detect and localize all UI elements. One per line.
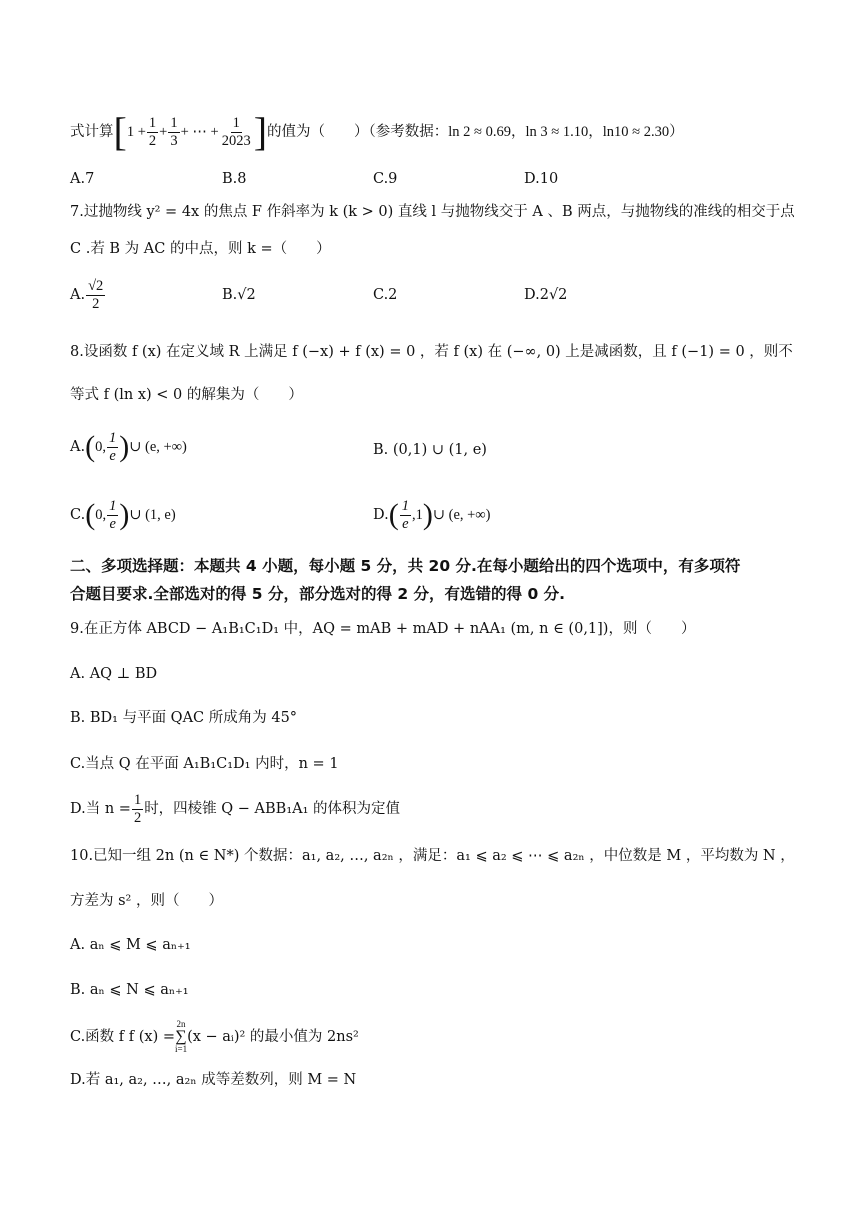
q10-line-2: 方差为 s² ，则（ ） (70, 893, 223, 909)
q6-ref-3: ln10 ≈ 2.30 (602, 124, 670, 140)
q7-line-2: C .若 B 为 AC 的中点，则 k =（ ） (70, 241, 331, 257)
q7-option-c: C.2 (373, 287, 398, 303)
q6-option-b: B.8 (222, 171, 247, 187)
q10-line-1: 10.已知一组 2n (n ∈ N*) 个数据：a₁, a₂, …, a₂ₙ ，满足：a₁ ⩽ a₂ ⩽ ⋯ ⩽ a₂ₙ ，中位数是 M ，平均数为 N ， (70, 848, 795, 864)
q8-option-b: B. (0,1) ∪ (1, e) (373, 442, 487, 458)
q10-option-a: A. aₙ ⩽ M ⩽ aₙ₊₁ (70, 937, 191, 953)
q10-option-b: B. aₙ ⩽ N ⩽ aₙ₊₁ (70, 982, 189, 998)
q6-frac-2: $\frac{1}{3}$ (170, 114, 178, 149)
q7-option-d: D.2√2 (524, 287, 568, 303)
q8-line-2: 等式 f (ln x) < 0 的解集为（ ） (70, 387, 303, 403)
q6-option-a: A.7 (70, 171, 95, 187)
q6-option-d: D.10 (524, 171, 559, 187)
q6-ref-2: ln 3 ≈ 1.10 (525, 124, 589, 140)
section-2-heading-line-1: 二、多项选择题：本题共 4 小题，每小题 5 分，共 20 分.在每小题给出的四个选项中，有多项符 (70, 557, 741, 575)
q9-option-c: C.当点 Q 在平面 A₁B₁C₁D₁ 内时，n = 1 (70, 756, 339, 772)
q7-option-b: B.√2 (222, 287, 256, 303)
q6-frac-3: $\frac{1}{2023}$ (221, 114, 251, 149)
q6-ref-1: ln 2 ≈ 0.69 (448, 124, 512, 140)
q8-line-1: 8.设函数 f (x) 在定义域 R 上满足 f (−x) + f (x) = 0 ，若 f (x) 在 (−∞, 0) 上是减函数，且 f (−1) = 0 ，则不 (70, 344, 793, 360)
q9-option-a: A. AQ ⊥ BD (70, 666, 158, 682)
q8-option-a: A.(0, $\frac{1}{e}$ )∪ (e, +∞) (70, 430, 187, 464)
q8-option-c: C.(0, $\frac{1}{e}$ )∪ (1, e) (70, 498, 176, 532)
q9-option-d: D.当 n = $\frac{1}{2}$ 时，四棱锥 Q − ABB₁A₁ 的体积为定值 (70, 792, 401, 826)
section-2-heading-line-2: 合题目要求.全部选对的得 5 分，部分选对的得 2 分，有选错的得 0 分. (70, 585, 566, 603)
q6-prefix: 式计算 (70, 124, 114, 140)
q6-close: ） (669, 124, 684, 140)
q9-stem: 9.在正方体 ABCD − A₁B₁C₁D₁ 中，AQ = mAB + mAD + nAA₁ (m, n ∈ (0,1])，则（ ） (70, 621, 696, 637)
q8-option-d: D.( $\frac{1}{e}$ ,1)∪ (e, +∞) (373, 498, 491, 532)
left-bracket: [ (113, 109, 127, 154)
q6-stem: 式计算[1 + $\frac{1}{2}$ + $\frac{1}{3}$ + ⋯ + $\frac{1}{2023}$ ]的值为（ ）（参考数据：ln 2 ≈ 0.69，ln 3 ≈ 1.10，ln10 ≈ 2.30） (70, 109, 684, 154)
q6-frac-1: $\frac{1}{2}$ (148, 114, 157, 149)
right-bracket: ] (253, 109, 268, 154)
q6-suffix: 的值为（ ）（参考数据： (267, 124, 449, 140)
q10-option-d: D.若 a₁, a₂, …, a₂ₙ 成等差数列，则 M = N (70, 1072, 357, 1088)
q9-option-d-frac: $\frac{1}{2}$ (133, 792, 142, 826)
q10-option-c: C.函数 f f (x) = 2n ∑ i=1 (x − aᵢ)² 的最小值为 2ns² (70, 1019, 359, 1054)
q7-option-a-frac: $\frac{√2}{2}$ (88, 278, 104, 312)
q6-option-c: C.9 (373, 171, 398, 187)
q6-expr-start: 1 + (126, 124, 146, 140)
q6-dots: + ⋯ + (180, 124, 219, 140)
q9-option-b: B. BD₁ 与平面 QAC 所成角为 45° (70, 710, 298, 726)
q10-sum-symbol: 2n ∑ i=1 (175, 1019, 188, 1054)
q7-option-a: A. $\frac{√2}{2}$ (70, 278, 104, 312)
q7-line-1: 7.过抛物线 y² = 4x 的焦点 F 作斜率为 k (k > 0) 直线 l 与抛物线交于 A 、B 两点，与抛物线的准线的相交于点 (70, 204, 795, 220)
